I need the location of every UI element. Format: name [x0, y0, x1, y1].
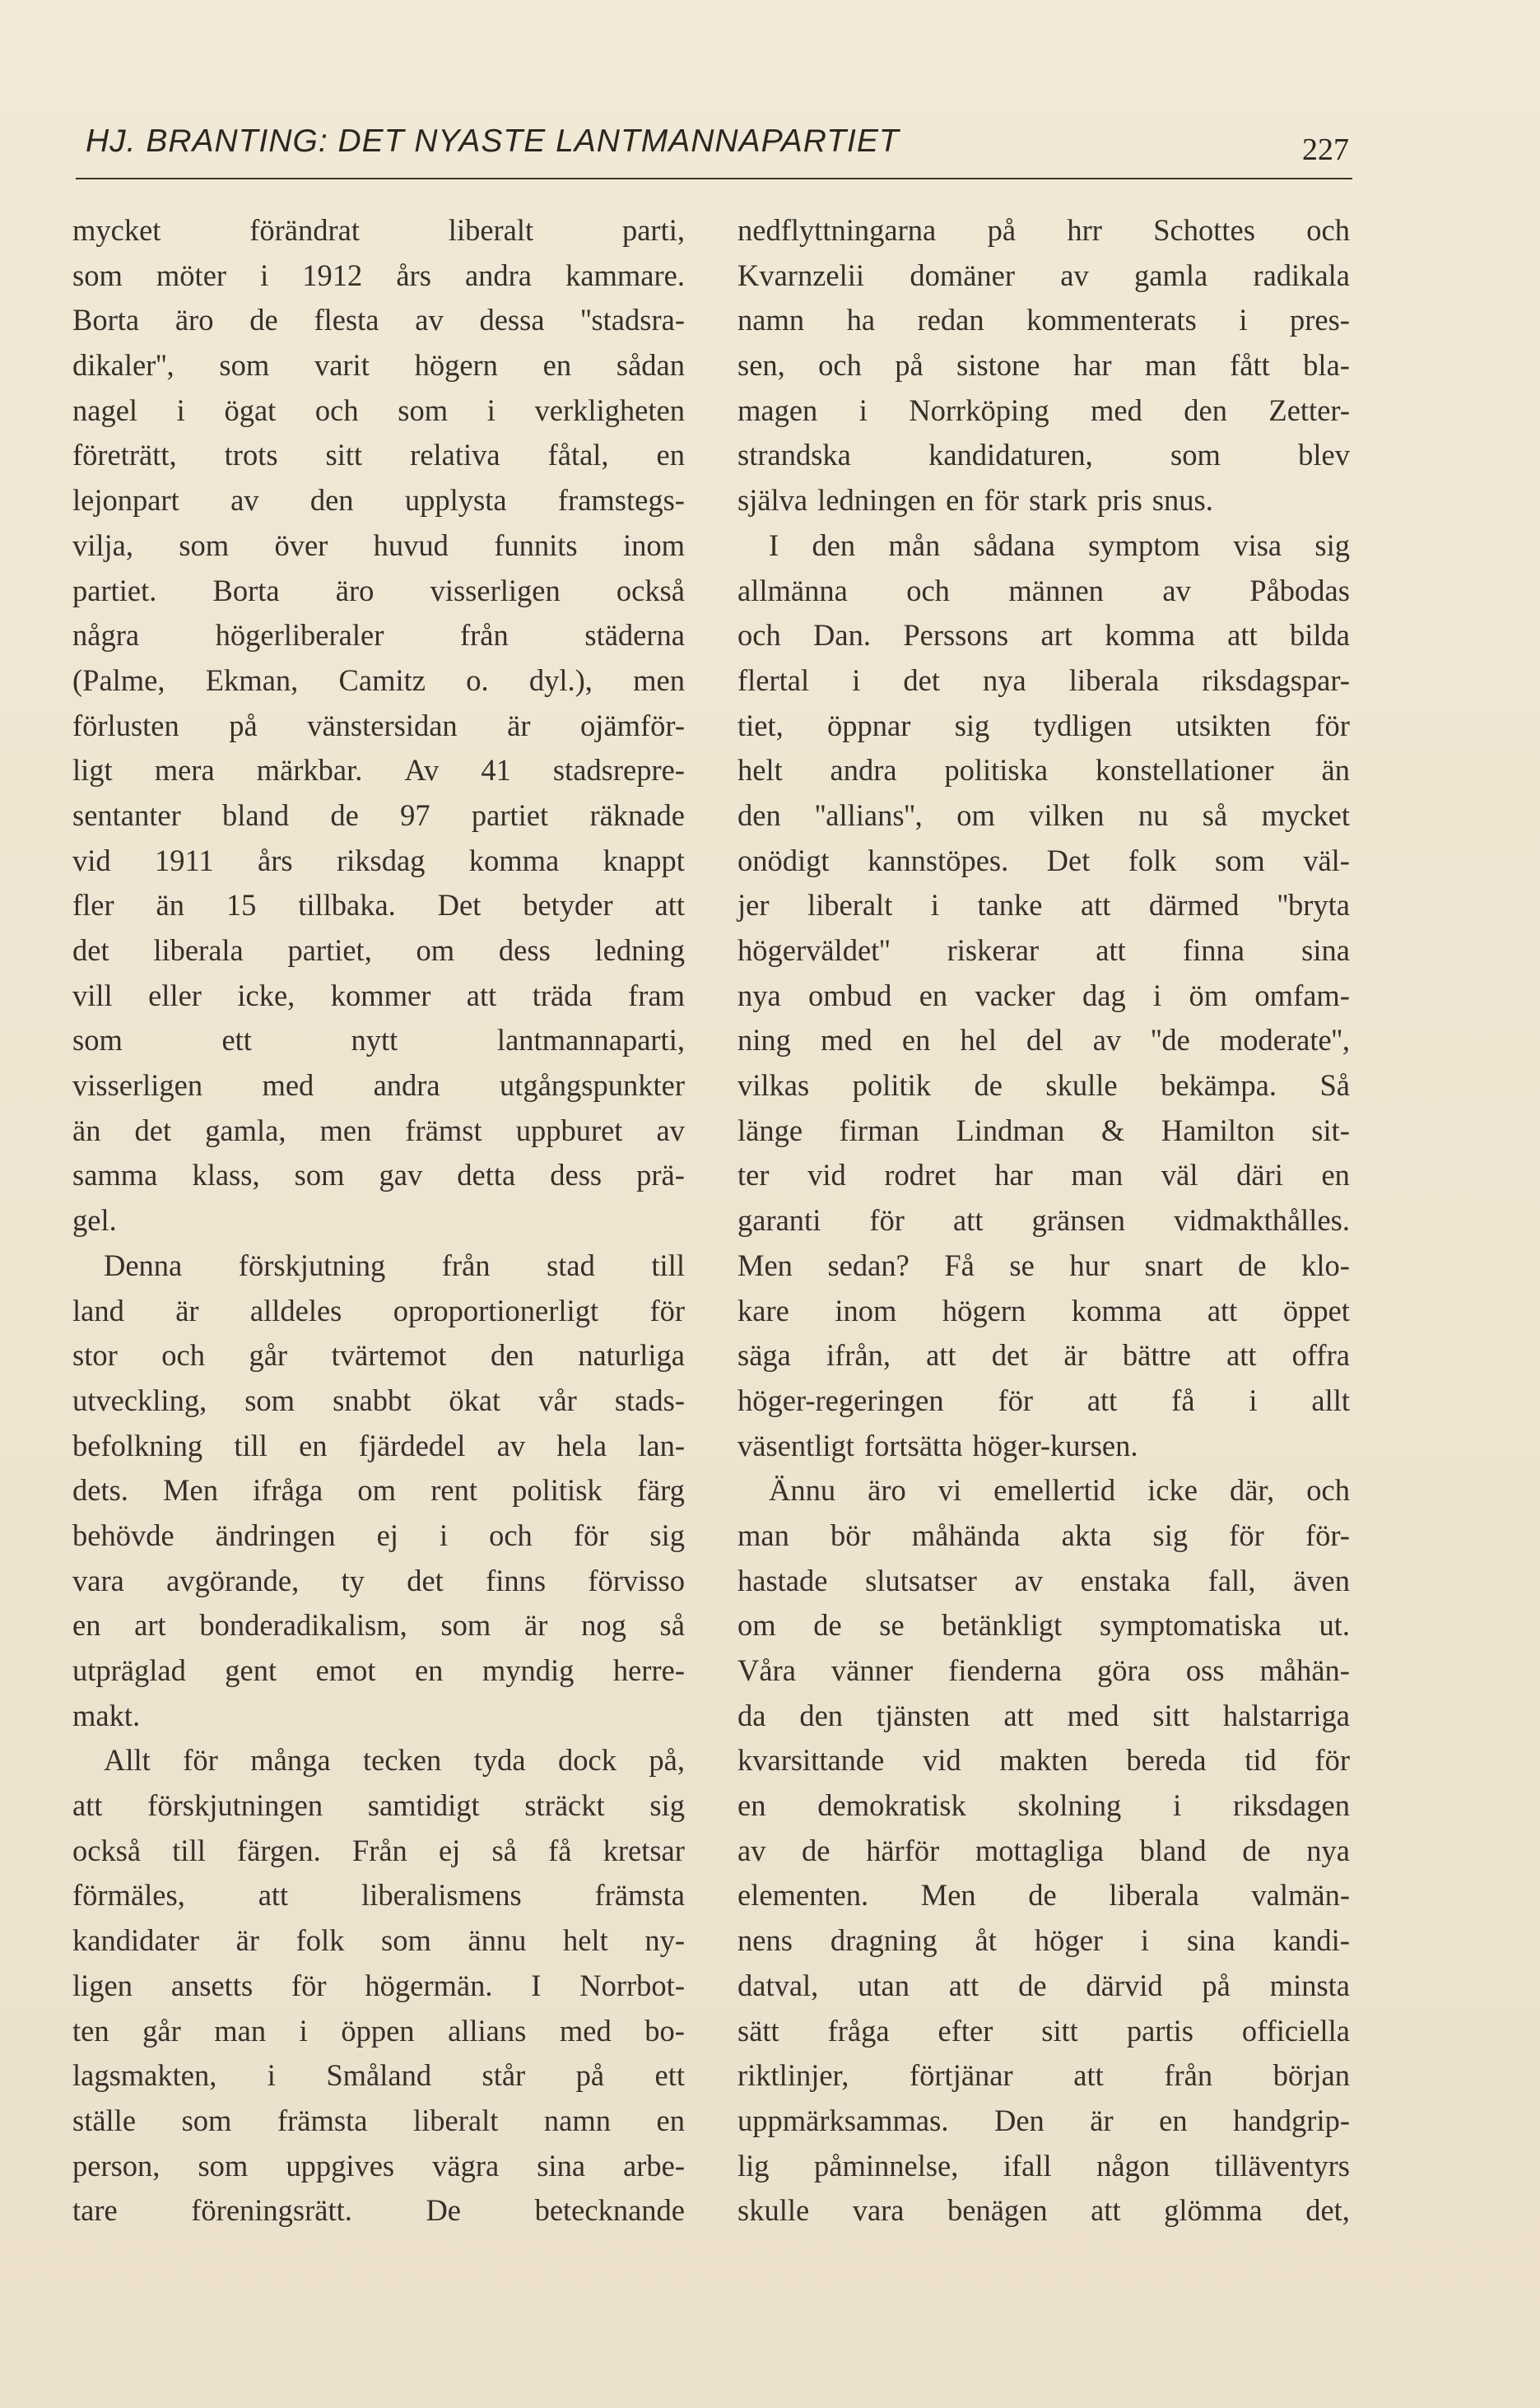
text-line: vilkas politik de skulle bekämpa. Så [737, 1068, 1350, 1103]
text-line: ten går man i öppen allians med bo- [72, 2013, 685, 2048]
left-text-column [72, 208, 685, 2234]
text-line: lejonpart av den upplysta framstegs- [72, 483, 685, 518]
text-line: lagsmakten, i Småland står på ett [72, 2058, 685, 2093]
page-header [72, 120, 1352, 170]
text-line: ligen ansetts för högermän. I Norrbot- [72, 1968, 685, 2002]
page-number: 227 [1302, 132, 1349, 167]
text-line: behövde ändringen ej i och för sig [72, 1518, 685, 1552]
text-line: uppmärksammas. Den är en handgrip- [737, 2103, 1350, 2137]
text-line: samma klass, som gav detta dess prä- [72, 1158, 685, 1192]
text-line: Kvarnzelii domäner av gamla radikala [737, 258, 1350, 292]
text-line: en demokratisk skolning i riksdagen [737, 1788, 1350, 1823]
text-line: vara avgörande, ty det finns förvisso [72, 1563, 685, 1597]
text-line: utpräglad gent emot en myndig herre- [72, 1653, 685, 1687]
text-line: garanti för att gränsen vidmakthålles. [737, 1203, 1350, 1238]
text-line: kandidater är folk som ännu helt ny- [72, 1923, 685, 1958]
text-line: väsentligt fortsätta höger-kursen. [737, 1428, 1138, 1462]
text-line: Ännu äro vi emellertid icke där, och [769, 1473, 1350, 1508]
text-line: sätt fråga efter sitt partis officiella [737, 2013, 1350, 2048]
header-rule [76, 178, 1352, 179]
text-line: sentanter bland de 97 partiet räknade [72, 797, 685, 832]
text-line: land är alldeles oproportionerligt för [72, 1293, 685, 1327]
text-line: da den tjänsten att med sitt halstarriga [737, 1698, 1350, 1732]
text-line: nedflyttningarna på hrr Schottes och [737, 213, 1350, 247]
text-line: sen, och på sistone har man fått bla- [737, 348, 1350, 383]
text-line: hastade slutsatser av enstaka fall, även [737, 1563, 1350, 1597]
text-line: säga ifrån, att det är bättre att offra [737, 1338, 1350, 1373]
text-line: nya ombud en vacker dag i öm omfam- [737, 978, 1350, 1012]
right-text-column [737, 208, 1350, 2234]
text-line: det liberala partiet, om dess ledning [72, 933, 685, 967]
text-line: tiet, öppnar sig tydligen utsikten för [737, 708, 1350, 742]
text-line: en art bonderadikalism, som är nog så [72, 1608, 685, 1643]
text-line: I den mån sådana symptom visa sig [769, 528, 1350, 562]
text-line: Våra vänner fienderna göra oss måhän- [737, 1653, 1350, 1687]
text-line: gel. [72, 1203, 117, 1238]
text-line: fler än 15 tillbaka. Det betyder att [72, 888, 685, 923]
text-line: nagel i ögat och som i verkligheten [72, 393, 685, 427]
text-line: allmänna och männen av Påbodas [737, 573, 1350, 607]
text-line: nens dragning åt höger i sina kandi- [737, 1923, 1350, 1958]
text-line: magen i Norrköping med den Zetter- [737, 393, 1350, 427]
text-line: som möter i 1912 års andra kammare. [72, 258, 685, 292]
text-line: skulle vara benägen att glömma det, [737, 2193, 1350, 2228]
text-line: om de se betänkligt symptomatiska ut. [737, 1608, 1350, 1643]
text-line: kare inom högern komma att öppet [737, 1293, 1350, 1327]
text-line: dikaler'', som varit högern en sådan [72, 348, 685, 383]
text-line: mycket förändrat liberalt parti, [72, 213, 685, 247]
text-line: förlusten på vänstersidan är ojämför- [72, 708, 685, 742]
text-line: makt. [72, 1698, 141, 1732]
text-line: stor och går tvärtemot den naturliga [72, 1338, 685, 1373]
running-title: HJ. BRANTING: DET NYASTE LANTMANNAPARTIET [86, 123, 900, 159]
text-line: företrätt, trots sitt relativa fåtal, en [72, 438, 685, 472]
text-line: strandska kandidaturen, som blev [737, 438, 1350, 472]
text-line: höger-regeringen för att få i allt [737, 1383, 1350, 1417]
text-line: person, som uppgives vägra sina arbe- [72, 2148, 685, 2183]
text-line: Men sedan? Få se hur snart de klo- [737, 1248, 1350, 1282]
text-line: befolkning till en fjärdedel av hela lan- [72, 1428, 685, 1462]
text-line: att förskjutningen samtidigt sträckt sig [72, 1788, 685, 1823]
text-line: Denna förskjutning från stad till [104, 1248, 685, 1282]
text-line: själva ledningen en för stark pris snus. [737, 483, 1213, 518]
text-line: av de härför mottagliga bland de nya [737, 1833, 1350, 1867]
text-line: några högerliberaler från städerna [72, 618, 685, 653]
text-line: också till färgen. Från ej så få kretsar [72, 1833, 685, 1867]
text-line: tare föreningsrätt. De betecknande [72, 2193, 685, 2228]
text-line: vill eller icke, kommer att träda fram [72, 978, 685, 1012]
text-line: onödigt kannstöpes. Det folk som väl- [737, 843, 1350, 877]
text-line: helt andra politiska konstellationer än [737, 753, 1350, 788]
text-line: dets. Men ifråga om rent politisk färg [72, 1473, 685, 1508]
text-line: kvarsittande vid makten bereda tid för [737, 1743, 1350, 1778]
text-line: riktlinjer, förtjänar att från början [737, 2058, 1350, 2093]
text-line: flertal i det nya liberala riksdagspar- [737, 662, 1350, 697]
text-line: vilja, som över huvud funnits inom [72, 528, 685, 562]
text-line: elementen. Men de liberala valmän- [737, 1878, 1350, 1913]
text-line: man bör måhända akta sig för för- [737, 1518, 1350, 1552]
text-line: visserligen med andra utgångspunkter [72, 1068, 685, 1103]
text-line: partiet. Borta äro visserligen också [72, 573, 685, 607]
text-line: ning med en hel del av ''de moderate'', [737, 1023, 1350, 1058]
text-line: Borta äro de flesta av dessa ''stadsra- [72, 303, 685, 337]
text-line: och Dan. Perssons art komma att bilda [737, 618, 1350, 653]
text-line: förmäles, att liberalismens främsta [72, 1878, 685, 1913]
text-line: utveckling, som snabbt ökat vår stads- [72, 1383, 685, 1417]
text-line: än det gamla, men främst uppburet av [72, 1113, 685, 1147]
text-line: jer liberalt i tanke att därmed ''bryta [737, 888, 1350, 923]
text-line: datval, utan att de därvid på minsta [737, 1968, 1350, 2002]
text-line: den ''allians'', om vilken nu så mycket [737, 797, 1350, 832]
text-line: länge firman Lindman & Hamilton sit- [737, 1113, 1350, 1147]
text-line: vid 1911 års riksdag komma knappt [72, 843, 685, 877]
text-line: som ett nytt lantmannaparti, [72, 1023, 685, 1058]
text-line: lig påminnelse, ifall någon tilläventyrs [737, 2148, 1350, 2183]
text-line: namn ha redan kommenterats i pres- [737, 303, 1350, 337]
text-line: Allt för många tecken tyda dock på, [104, 1743, 685, 1778]
text-line: (Palme, Ekman, Camitz o. dyl.), men [72, 662, 685, 697]
text-line: ligt mera märkbar. Av 41 stadsrepre- [72, 753, 685, 788]
text-line: högerväldet'' riskerar att finna sina [737, 933, 1350, 967]
text-line: ter vid rodret har man väl däri en [737, 1158, 1350, 1192]
text-line: ställe som främsta liberalt namn en [72, 2103, 685, 2137]
